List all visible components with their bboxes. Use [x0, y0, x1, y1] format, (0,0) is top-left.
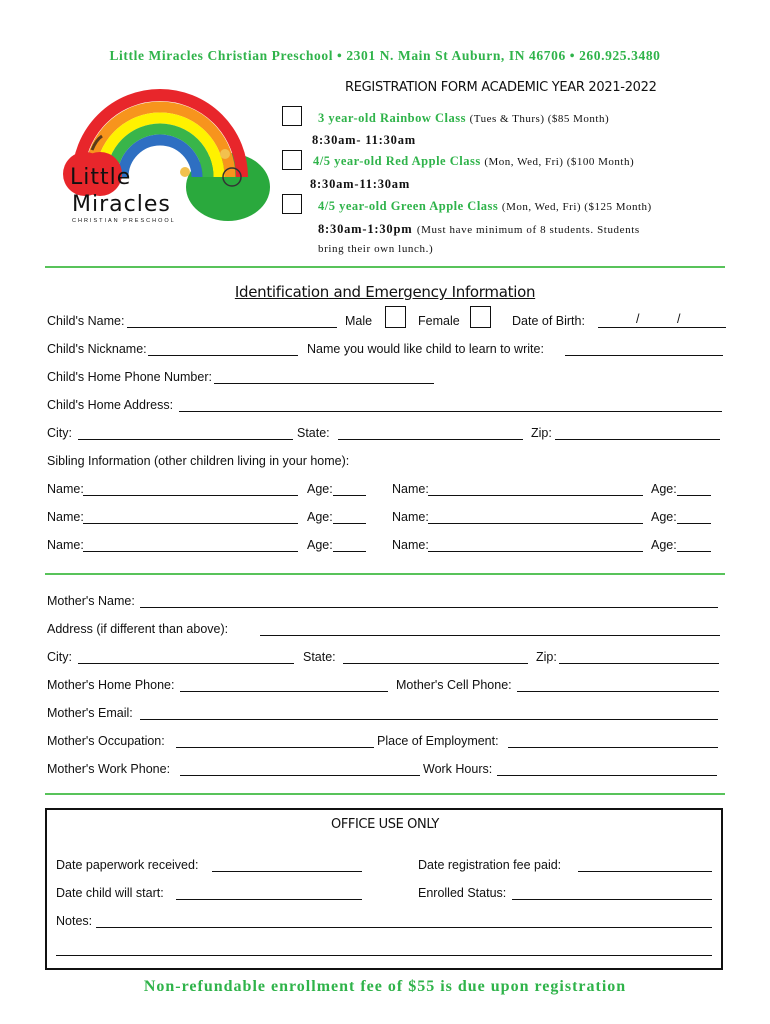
red-apple-class-checkbox[interactable] [282, 150, 302, 170]
dob-slash: / [677, 312, 681, 326]
sibling-age-field[interactable] [333, 538, 366, 552]
home-phone-label: Child's Home Phone Number: [47, 370, 212, 384]
zip-field[interactable] [555, 426, 720, 440]
logo-text-subtitle: CHRISTIAN PRESCHOOL [72, 218, 176, 224]
sibling-age-label: Age: [307, 510, 333, 524]
mother-occupation-field[interactable] [176, 734, 374, 748]
mother-home-phone-label: Mother's Home Phone: [47, 678, 175, 692]
mother-occupation-label: Mother's Occupation: [47, 734, 165, 748]
enrollment-fee-notice: Non-refundable enrollment fee of $55 is due upon registration [143, 978, 627, 995]
child-name-field[interactable] [127, 314, 337, 328]
mother-city-label: City: [47, 650, 72, 664]
sibling-age-field[interactable] [333, 510, 366, 524]
class-name: 4/5 year-old Red Apple Class [313, 154, 481, 168]
work-hours-label: Work Hours: [423, 762, 493, 776]
nickname-label: Child's Nickname: [47, 342, 147, 356]
class-details: (Tues & Thurs) ($85 Month) [469, 113, 610, 125]
sibling-age-label: Age: [651, 482, 677, 496]
sibling-name-label: Name: [392, 538, 429, 552]
state-field[interactable] [338, 426, 523, 440]
place-of-employment-label: Place of Employment: [377, 734, 499, 748]
female-checkbox[interactable] [470, 306, 491, 328]
rainbow-class-checkbox[interactable] [282, 106, 302, 126]
start-date-label: Date child will start: [56, 886, 164, 900]
dob-field[interactable] [598, 314, 726, 328]
sibling-name-field[interactable] [83, 482, 298, 496]
place-of-employment-field[interactable] [508, 734, 718, 748]
city-label: City: [47, 426, 72, 440]
sibling-name-field[interactable] [83, 538, 298, 552]
green-apple-class-option [318, 199, 652, 214]
write-name-field[interactable] [565, 342, 723, 356]
class-note: (Must have minimum of 8 students. Students [416, 224, 640, 236]
mother-name-label: Mother's Name: [47, 594, 135, 608]
sibling-age-field[interactable] [677, 482, 711, 496]
home-address-field[interactable] [179, 398, 722, 412]
sibling-age-label: Age: [651, 538, 677, 552]
sibling-age-label: Age: [307, 482, 333, 496]
zip-label: Zip: [531, 426, 552, 440]
notes-label: Notes: [56, 914, 93, 928]
mother-cell-phone-field[interactable] [517, 678, 719, 692]
mother-zip-field[interactable] [559, 650, 719, 664]
rainbow-class-option [318, 111, 609, 126]
office-use-title: OFFICE USE ONLY [331, 817, 439, 832]
sibling-age-field[interactable] [677, 538, 711, 552]
child-name-label: Child's Name: [47, 314, 125, 328]
home-phone-field[interactable] [214, 370, 434, 384]
home-address-label: Child's Home Address: [47, 398, 174, 412]
enrolled-status-label: Enrolled Status: [418, 886, 507, 900]
mother-state-label: State: [303, 650, 336, 664]
sibling-age-label: Age: [307, 538, 333, 552]
logo-text-miracles: Miracles [72, 192, 171, 217]
class-time: 8:30am-11:30am [310, 177, 411, 191]
green-apple-class-checkbox[interactable] [282, 194, 302, 214]
sibling-name-label: Name: [392, 510, 429, 524]
sibling-age-field[interactable] [333, 482, 366, 496]
mother-email-label: Mother's Email: [47, 706, 133, 720]
divider [45, 266, 725, 268]
mother-address-label: Address (if different than above): [47, 622, 229, 636]
notes-field-line2[interactable] [56, 942, 712, 956]
mother-zip-label: Zip: [536, 650, 557, 664]
mother-email-field[interactable] [140, 706, 718, 720]
notes-field[interactable] [96, 914, 712, 928]
class-name: 4/5 year-old Green Apple Class [318, 199, 499, 213]
start-date-field[interactable] [176, 886, 362, 900]
mother-address-field[interactable] [260, 622, 720, 636]
female-label: Female [418, 314, 460, 328]
mother-name-field[interactable] [140, 594, 718, 608]
mother-state-field[interactable] [343, 650, 528, 664]
sibling-info-label: Sibling Information (other children living in your home): [47, 454, 350, 468]
mother-work-phone-label: Mother's Work Phone: [47, 762, 171, 776]
divider [45, 793, 725, 795]
class-details: (Mon, Wed, Fri) ($100 Month) [484, 156, 635, 168]
registration-title: REGISTRATION FORM ACADEMIC YEAR 2021-2022 [345, 80, 657, 95]
school-header: Little Miracles Christian Preschool • 2301 N. Main St Auburn, IN 46706 • 260.925.3480 [109, 48, 661, 63]
sibling-name-label: Name: [47, 538, 84, 552]
dob-slash: / [636, 312, 640, 326]
nickname-field[interactable] [148, 342, 298, 356]
class-time: 8:30am- 11:30am [312, 133, 416, 147]
mother-home-phone-field[interactable] [180, 678, 388, 692]
state-label: State: [297, 426, 330, 440]
paperwork-received-label: Date paperwork received: [56, 858, 199, 872]
male-label: Male [345, 314, 373, 328]
class-note-continued: bring their own lunch.) [318, 243, 434, 255]
red-apple-class-option [313, 154, 634, 169]
write-name-label: Name you would like child to learn to write: [307, 342, 544, 356]
sibling-age-label: Age: [651, 510, 677, 524]
class-name: 3 year-old Rainbow Class [318, 111, 467, 125]
fee-paid-field[interactable] [578, 858, 712, 872]
sibling-name-field[interactable] [428, 538, 643, 552]
sibling-name-field[interactable] [83, 510, 298, 524]
class-details: (Mon, Wed, Fri) ($125 Month) [501, 201, 652, 213]
class-time-note [318, 220, 640, 240]
mother-cell-phone-label: Mother's Cell Phone: [396, 678, 512, 692]
paperwork-received-field[interactable] [212, 858, 362, 872]
sibling-name-label: Name: [47, 510, 84, 524]
male-checkbox[interactable] [385, 306, 406, 328]
sibling-name-label: Name: [392, 482, 429, 496]
dob-label: Date of Birth: [512, 314, 585, 328]
mother-work-phone-field[interactable] [180, 762, 420, 776]
work-hours-field[interactable] [497, 762, 717, 776]
sibling-name-field[interactable] [428, 510, 643, 524]
mother-city-field[interactable] [78, 650, 294, 664]
city-field[interactable] [78, 426, 293, 440]
sibling-age-field[interactable] [677, 510, 711, 524]
enrolled-status-field[interactable] [512, 886, 712, 900]
sibling-name-field[interactable] [428, 482, 643, 496]
logo-text-little: Little [70, 165, 132, 190]
class-time: 8:30am-1:30pm [318, 222, 413, 236]
divider [45, 573, 725, 575]
fee-paid-label: Date registration fee paid: [418, 858, 562, 872]
sibling-name-label: Name: [47, 482, 84, 496]
section-title: Identification and Emergency Information [234, 283, 536, 301]
